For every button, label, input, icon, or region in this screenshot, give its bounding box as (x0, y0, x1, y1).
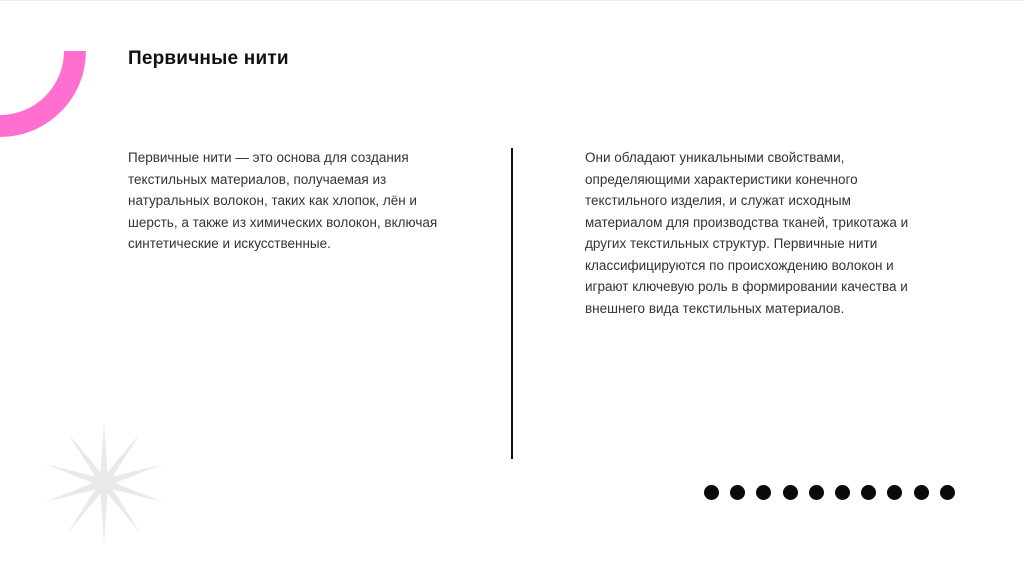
dot-4 (783, 485, 798, 500)
right-paragraph: Они обладают уникальными свойствами, определяющими характеристики конечного текстильного изделия, и служат исходным материалом для производства тканей, трикотажа и других текстильных структур. Первичные нити классифицируются по происхождению волокон и играют ключевую роль в формировании качества и внешнего вида текстильных материалов. (585, 150, 909, 316)
pink-arc-icon (0, 0, 90, 141)
starburst-icon (40, 419, 168, 547)
dot-5 (809, 485, 824, 500)
dot-9 (914, 485, 929, 500)
dot-7 (861, 485, 876, 500)
pink-arc-shape (0, 51, 75, 126)
dot-1 (704, 485, 719, 500)
dot-row-icon (704, 485, 955, 500)
dot-10 (940, 485, 955, 500)
vertical-divider (511, 148, 513, 459)
dot-2 (730, 485, 745, 500)
dot-8 (887, 485, 902, 500)
dot-6 (835, 485, 850, 500)
page-title: Первичные нити (128, 48, 289, 69)
left-paragraph: Первичные нити — это основа для создания текстильных материалов, получаемая из натуральных волокон, таких как хлопок, лён и шерсть, а также из химических волокон, включая синтетические и искусственные. (128, 150, 438, 251)
starburst-shape (45, 421, 163, 545)
dot-3 (756, 485, 771, 500)
